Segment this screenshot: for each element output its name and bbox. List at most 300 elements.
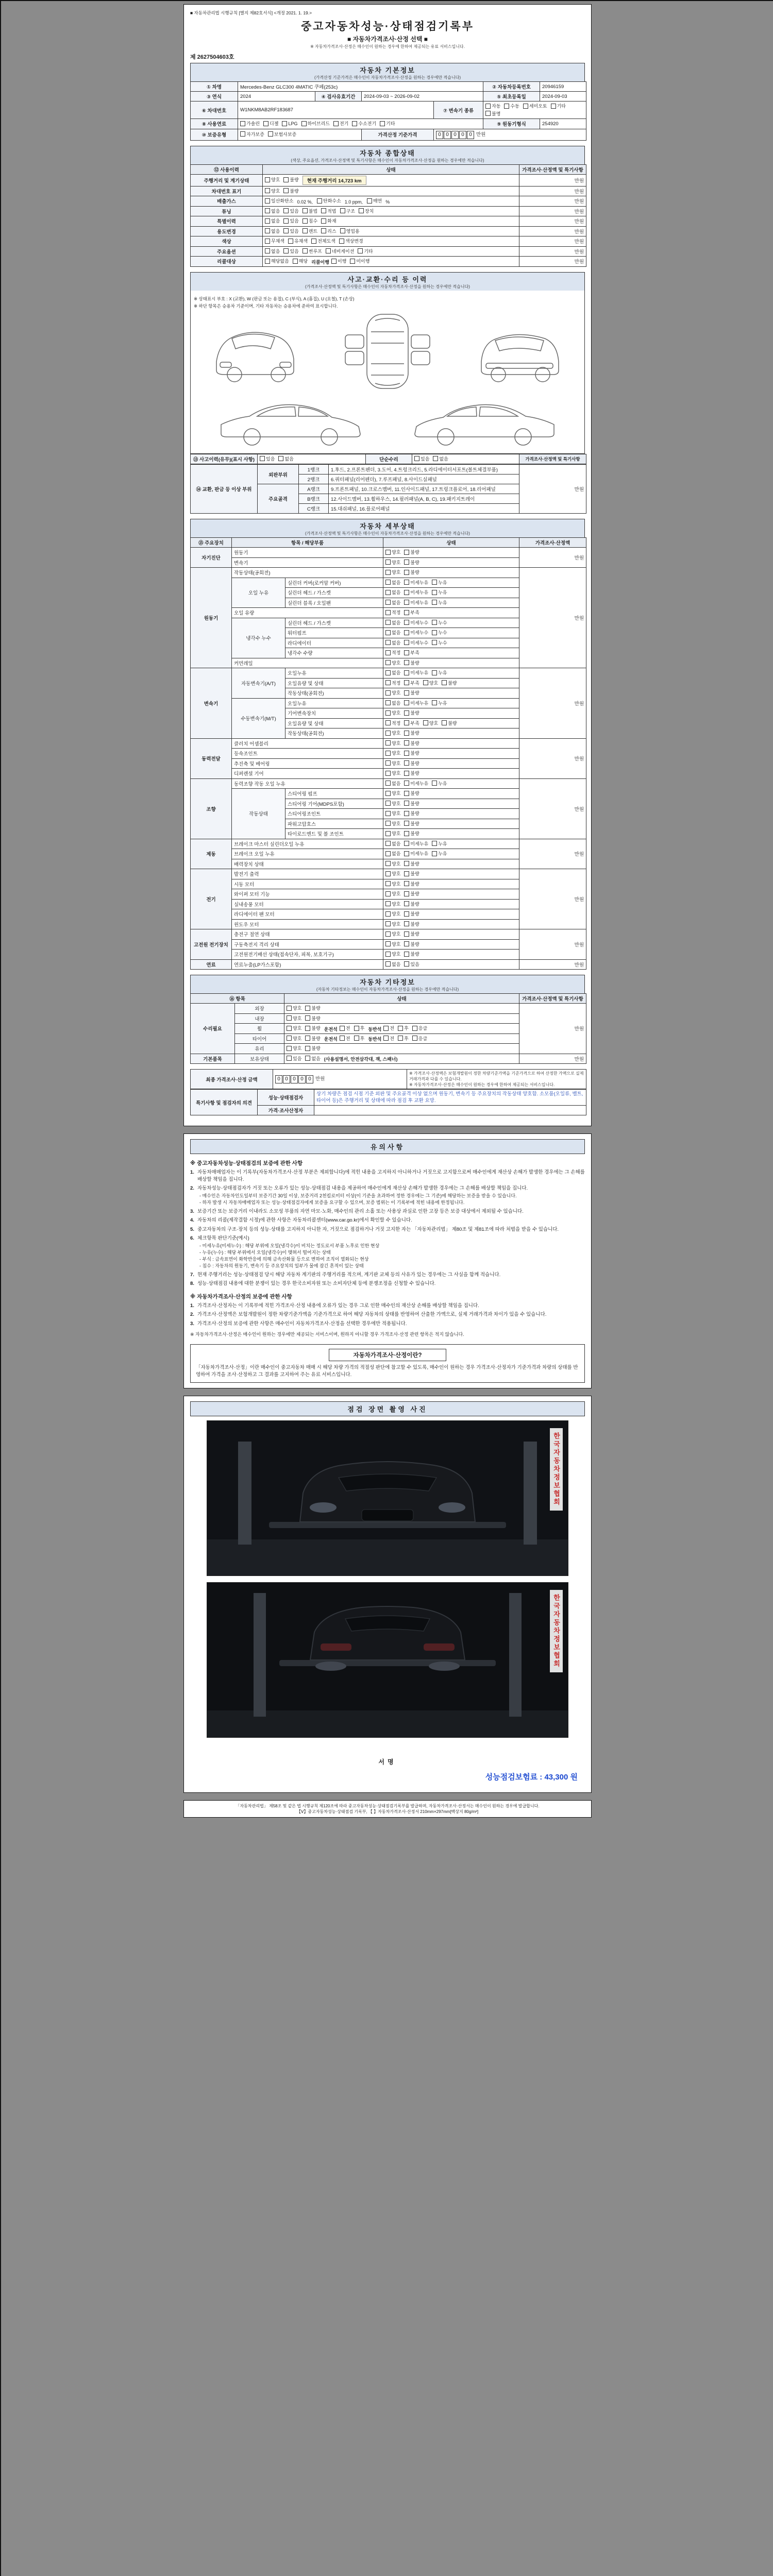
checkbox-option[interactable] bbox=[367, 197, 382, 204]
usage-item-state bbox=[263, 257, 519, 267]
checkbox-option[interactable] bbox=[385, 549, 400, 555]
checkbox-option[interactable] bbox=[350, 258, 369, 264]
checkbox-option[interactable] bbox=[442, 720, 457, 726]
checkbox-icon bbox=[432, 630, 437, 635]
checkbox-option[interactable] bbox=[385, 629, 400, 636]
table-row bbox=[191, 1090, 586, 1106]
checkbox-option[interactable] bbox=[383, 1025, 394, 1031]
checkbox-option[interactable] bbox=[385, 870, 400, 877]
checkbox-option[interactable] bbox=[404, 820, 419, 827]
checkbox-option[interactable] bbox=[404, 941, 419, 947]
checkbox-label: 양호 bbox=[293, 1015, 302, 1021]
checkbox-option[interactable] bbox=[412, 1035, 427, 1042]
price-cell: 만원 bbox=[519, 226, 586, 236]
checkbox-option[interactable] bbox=[385, 659, 400, 666]
checkbox-option[interactable] bbox=[385, 930, 400, 937]
checkbox-option[interactable] bbox=[485, 110, 500, 117]
checkbox-option[interactable] bbox=[354, 1025, 365, 1031]
checkbox-option[interactable] bbox=[432, 669, 447, 676]
car-diagram-box bbox=[190, 291, 585, 454]
checkbox-option[interactable] bbox=[380, 120, 395, 127]
checkbox-icon bbox=[485, 104, 491, 109]
checkbox-icon bbox=[404, 961, 409, 967]
status-cell bbox=[383, 698, 519, 708]
checkbox-label: 불량 bbox=[410, 791, 419, 796]
checkbox-label: 없음 bbox=[392, 781, 401, 786]
checkbox-option[interactable] bbox=[385, 609, 400, 616]
checkbox-option[interactable] bbox=[404, 870, 419, 877]
checkbox-option[interactable] bbox=[432, 589, 447, 596]
checkbox-option[interactable] bbox=[385, 810, 400, 817]
checkbox-option[interactable] bbox=[283, 188, 298, 194]
checkbox-option[interactable] bbox=[442, 680, 457, 686]
checkbox-option[interactable] bbox=[432, 579, 447, 586]
item-label: 발전기 출력 bbox=[232, 869, 383, 879]
checkbox-option[interactable] bbox=[305, 1005, 320, 1011]
association-logo-text: 한국자동차정보협회 bbox=[550, 1428, 563, 1511]
table-row bbox=[191, 246, 586, 257]
checkbox-option[interactable] bbox=[240, 120, 260, 127]
checkbox-option[interactable] bbox=[485, 103, 500, 109]
checkbox-option[interactable] bbox=[404, 760, 419, 767]
checkbox-option[interactable] bbox=[303, 248, 322, 255]
checkbox-option[interactable] bbox=[340, 1025, 350, 1031]
checkbox-option[interactable] bbox=[404, 770, 419, 776]
checkbox-option[interactable] bbox=[404, 549, 419, 555]
checkbox-label: 있음 bbox=[293, 1056, 302, 1061]
checkbox-option[interactable] bbox=[385, 709, 400, 716]
car-name-label: ① 차명 bbox=[191, 82, 238, 92]
checkbox-option[interactable] bbox=[305, 1055, 320, 1062]
checkbox-option[interactable] bbox=[340, 1035, 350, 1042]
checkbox-icon bbox=[385, 911, 391, 917]
checkbox-group bbox=[265, 219, 303, 225]
checkbox-option[interactable] bbox=[404, 790, 419, 796]
checkbox-option[interactable] bbox=[283, 228, 298, 234]
checkbox-label: 양호 bbox=[271, 177, 280, 182]
checkbox-label: 적정 bbox=[392, 720, 401, 726]
checkbox-label: 후 bbox=[404, 1036, 409, 1041]
checkbox-group bbox=[287, 1027, 324, 1032]
checkbox-group bbox=[367, 199, 385, 205]
checkbox-option[interactable] bbox=[404, 609, 419, 616]
checkbox-option[interactable] bbox=[385, 910, 400, 917]
checkbox-label: 양호 bbox=[429, 720, 439, 726]
checkbox-option[interactable] bbox=[305, 1035, 320, 1042]
checkbox-option[interactable] bbox=[432, 629, 447, 636]
checkbox-group bbox=[340, 209, 378, 215]
checkbox-option[interactable] bbox=[404, 700, 428, 706]
checkbox-option[interactable] bbox=[283, 176, 298, 183]
item-label: 연료누출(LP가스포함) bbox=[232, 959, 383, 970]
checkbox-option[interactable] bbox=[385, 770, 400, 776]
checkbox-option[interactable] bbox=[278, 455, 293, 462]
checkbox-option[interactable] bbox=[265, 208, 280, 214]
checkbox-option[interactable] bbox=[303, 217, 317, 224]
checkbox-icon bbox=[278, 456, 283, 461]
inspection-photo-rear bbox=[207, 1582, 568, 1738]
notice-item bbox=[190, 1280, 585, 1287]
table-row bbox=[191, 257, 586, 267]
checkbox-option[interactable] bbox=[385, 961, 400, 968]
checkbox-option[interactable] bbox=[385, 689, 400, 696]
checkbox-icon bbox=[385, 811, 391, 816]
checkbox-option[interactable] bbox=[385, 649, 400, 656]
checkbox-option[interactable] bbox=[287, 1005, 301, 1011]
basic-info-title: 자동차 기본정보 bbox=[360, 66, 415, 74]
checkbox-label: 누수 bbox=[438, 640, 447, 646]
checkbox-icon bbox=[404, 851, 409, 856]
checkbox-icon bbox=[385, 851, 391, 856]
checkbox-option[interactable] bbox=[287, 1045, 301, 1052]
checkbox-option[interactable] bbox=[339, 238, 363, 244]
item-label: 파워고압호스 bbox=[285, 819, 383, 829]
checkbox-option[interactable] bbox=[404, 730, 419, 736]
notice-number: 5. bbox=[190, 1226, 194, 1232]
checkbox-icon bbox=[385, 650, 391, 655]
notice-text: 성능·상태점검 내용에 대한 분쟁이 있는 경우 한국소비자원 또는 소비자단체 등에 분쟁조정을 신청할 수 있습니다. bbox=[197, 1281, 436, 1286]
checkbox-option[interactable] bbox=[414, 455, 429, 462]
checkbox-option[interactable] bbox=[293, 258, 308, 264]
checkbox-option[interactable] bbox=[385, 830, 400, 837]
checkbox-option[interactable] bbox=[385, 680, 400, 686]
table-row bbox=[191, 92, 586, 101]
checkbox-icon bbox=[432, 600, 437, 605]
checkbox-option[interactable] bbox=[385, 951, 400, 957]
checkbox-option[interactable] bbox=[333, 120, 348, 127]
checkbox-label: 해당 bbox=[298, 259, 308, 264]
checkbox-group bbox=[385, 752, 423, 757]
checkbox-option[interactable] bbox=[404, 830, 419, 837]
table-header-row bbox=[191, 164, 586, 174]
checkbox-option[interactable] bbox=[404, 689, 419, 696]
checkbox-option[interactable] bbox=[432, 840, 447, 847]
checkbox-option[interactable] bbox=[385, 569, 400, 575]
checkbox-icon bbox=[404, 600, 409, 605]
checkbox-icon bbox=[523, 104, 528, 109]
price-cell: 만원 bbox=[519, 839, 586, 869]
checkbox-option[interactable] bbox=[321, 228, 336, 234]
checkbox-option[interactable] bbox=[288, 238, 308, 244]
checkbox-option[interactable] bbox=[398, 1025, 409, 1031]
checkbox-option[interactable] bbox=[404, 890, 419, 897]
misc-title: 자동차 기타정보 bbox=[360, 978, 415, 986]
checkbox-option[interactable] bbox=[404, 639, 428, 646]
checkbox-option[interactable] bbox=[305, 1025, 320, 1031]
checkbox-option[interactable] bbox=[263, 120, 278, 127]
checkbox-option[interactable] bbox=[265, 228, 280, 234]
checkbox-option[interactable] bbox=[404, 850, 428, 857]
checkbox-option[interactable] bbox=[432, 780, 447, 787]
checkbox-option[interactable] bbox=[404, 810, 419, 817]
checkbox-option[interactable] bbox=[265, 238, 284, 244]
checkbox-option[interactable] bbox=[282, 121, 297, 126]
checkbox-option[interactable] bbox=[359, 208, 374, 214]
checkbox-label: 적정 bbox=[392, 650, 401, 655]
checkbox-option[interactable] bbox=[385, 700, 400, 706]
checkbox-label: 렌트 bbox=[308, 228, 318, 234]
checkbox-option[interactable] bbox=[340, 228, 360, 234]
base-price-value bbox=[434, 129, 586, 140]
checkbox-option[interactable] bbox=[404, 740, 419, 747]
checkbox-icon bbox=[385, 921, 391, 926]
notice-item bbox=[190, 1226, 585, 1233]
checkbox-option[interactable] bbox=[240, 131, 264, 138]
amount-digit-box: 0 bbox=[283, 1075, 290, 1083]
simple-repair-options bbox=[412, 454, 519, 464]
checkbox-option[interactable] bbox=[432, 700, 447, 706]
checkbox-option[interactable] bbox=[385, 599, 400, 606]
checkbox-icon bbox=[404, 952, 409, 957]
checkbox-icon bbox=[404, 680, 409, 685]
checkbox-option[interactable] bbox=[283, 208, 298, 214]
checkbox-label: 탄화수소 bbox=[323, 198, 341, 204]
checkbox-option[interactable] bbox=[265, 217, 280, 224]
checkbox-label: 장치 bbox=[364, 208, 374, 214]
checkbox-option[interactable] bbox=[404, 629, 428, 636]
status-cell bbox=[383, 628, 519, 638]
checkbox-option[interactable] bbox=[354, 1035, 365, 1042]
checkbox-group bbox=[385, 942, 423, 948]
checkbox-label: 불량 bbox=[311, 1036, 321, 1041]
checkbox-option[interactable] bbox=[265, 176, 280, 183]
table-row bbox=[191, 129, 586, 140]
checkbox-icon bbox=[358, 248, 363, 253]
checkbox-option[interactable] bbox=[385, 800, 400, 807]
checkbox-label: 불량 bbox=[311, 1026, 321, 1031]
checkbox-group bbox=[265, 240, 311, 245]
checkbox-option[interactable] bbox=[404, 901, 419, 907]
checkbox-option[interactable] bbox=[265, 188, 280, 194]
checkbox-icon bbox=[404, 811, 409, 816]
checkbox-option[interactable] bbox=[404, 961, 419, 968]
checkbox-option[interactable] bbox=[311, 238, 335, 244]
checkbox-option[interactable] bbox=[404, 840, 428, 847]
checkbox-option[interactable] bbox=[398, 1035, 409, 1042]
checkbox-label: 없음 bbox=[392, 580, 401, 585]
checkbox-option[interactable] bbox=[404, 669, 428, 676]
checkbox-icon bbox=[404, 560, 409, 565]
checkbox-icon bbox=[385, 831, 391, 836]
checkbox-option[interactable] bbox=[340, 208, 355, 214]
checkbox-option[interactable] bbox=[331, 258, 346, 264]
checkbox-option[interactable] bbox=[305, 1015, 320, 1022]
checkbox-option[interactable] bbox=[551, 103, 566, 109]
status-cell bbox=[383, 769, 519, 779]
checkbox-label: 적정 bbox=[392, 610, 401, 615]
checkbox-option[interactable] bbox=[404, 750, 419, 756]
checkbox-icon bbox=[404, 801, 409, 806]
checkbox-option[interactable] bbox=[385, 730, 400, 736]
checkbox-option[interactable] bbox=[404, 780, 428, 787]
checkbox-option[interactable] bbox=[321, 217, 336, 224]
checkbox-option[interactable] bbox=[404, 880, 419, 887]
misc-group-label: 수리필요 bbox=[191, 1004, 235, 1054]
checkbox-icon bbox=[265, 259, 270, 264]
checkbox-label: 양호 bbox=[392, 751, 401, 756]
checkbox-label: 있음 bbox=[290, 228, 299, 234]
checkbox-option[interactable] bbox=[404, 800, 419, 807]
checkbox-option[interactable] bbox=[404, 599, 428, 606]
checkbox-group bbox=[385, 882, 423, 888]
checkbox-label: 양호 bbox=[392, 811, 401, 816]
checkbox-group bbox=[240, 132, 300, 138]
checkbox-option[interactable] bbox=[260, 455, 275, 462]
checkbox-option[interactable] bbox=[383, 1035, 394, 1042]
checkbox-option[interactable] bbox=[352, 120, 376, 127]
checkbox-option[interactable] bbox=[283, 217, 298, 224]
amount-digit-boxes bbox=[436, 132, 475, 138]
checkbox-option[interactable] bbox=[404, 619, 428, 626]
notice-text: 가격조사·산정자는 이 기록부에 적힌 가격조사·산정 내용에 오류가 있는 경우 그로 인한 매수인의 재산상 손해를 배상할 책임을 집니다. bbox=[197, 1302, 479, 1309]
checkbox-icon bbox=[385, 731, 391, 736]
amount-digit-box: 0 bbox=[451, 131, 459, 139]
checkbox-option[interactable] bbox=[385, 669, 400, 676]
checkbox-option[interactable] bbox=[358, 248, 373, 255]
status-cell bbox=[383, 919, 519, 929]
checkbox-group bbox=[260, 457, 297, 463]
checkbox-label: 불량 bbox=[410, 911, 419, 917]
checkbox-option[interactable] bbox=[404, 930, 419, 937]
checkbox-option[interactable] bbox=[432, 639, 447, 646]
inline-text: 0.02 %, bbox=[297, 199, 313, 205]
checkbox-option[interactable] bbox=[385, 901, 400, 907]
notice-text: 가격조사·산정액은 보험개발원이 정한 차량기준가액을 기준가격으로 하여 해당 자동차의 상태를 반영하여 산출한 가액으로, 실제 거래가격과 차이가 있을 수 있습니다. bbox=[197, 1312, 547, 1317]
checkbox-option[interactable] bbox=[385, 921, 400, 927]
checkbox-option[interactable] bbox=[432, 850, 447, 857]
checkbox-option[interactable] bbox=[432, 599, 447, 606]
checkbox-icon bbox=[404, 821, 409, 826]
checkbox-option[interactable] bbox=[301, 120, 330, 127]
checkbox-option[interactable] bbox=[404, 709, 419, 716]
checkbox-option[interactable] bbox=[287, 1035, 301, 1042]
checkbox-option[interactable] bbox=[404, 659, 419, 666]
checkbox-label: 색상변경 bbox=[345, 239, 363, 244]
checkbox-option[interactable] bbox=[283, 248, 298, 255]
checkbox-option[interactable] bbox=[321, 208, 336, 214]
notices-title: 유의사항 bbox=[190, 1139, 585, 1154]
checkbox-option[interactable] bbox=[303, 228, 317, 234]
checkbox-icon bbox=[404, 710, 409, 716]
engine-type-label: ⑨ 원동기형식 bbox=[483, 119, 540, 129]
checkbox-label: 전 bbox=[390, 1036, 395, 1041]
checkbox-option[interactable] bbox=[385, 820, 400, 827]
checkbox-option[interactable] bbox=[305, 1045, 320, 1052]
checkbox-option[interactable] bbox=[404, 921, 419, 927]
usage-item-label: 색상 bbox=[191, 236, 263, 247]
checkbox-option[interactable] bbox=[385, 619, 400, 626]
checkbox-icon bbox=[404, 690, 409, 696]
checkbox-option[interactable] bbox=[404, 910, 419, 917]
checkbox-label: 있음 bbox=[421, 456, 430, 462]
table-header-row bbox=[191, 538, 586, 548]
checkbox-option[interactable] bbox=[385, 559, 400, 566]
checkbox-label: 미세누유 bbox=[410, 781, 429, 786]
checkbox-option[interactable] bbox=[404, 951, 419, 957]
checkbox-label: 후 bbox=[360, 1036, 365, 1041]
checkbox-label: 자동 bbox=[492, 104, 501, 109]
usage-item-state bbox=[263, 216, 519, 227]
checkbox-option[interactable] bbox=[265, 248, 280, 255]
item-label: 오일 유량 bbox=[232, 608, 383, 618]
checkbox-option[interactable] bbox=[385, 720, 400, 726]
checkbox-label: 없음 bbox=[392, 600, 401, 605]
checkbox-option[interactable] bbox=[385, 780, 400, 787]
status-cell bbox=[383, 869, 519, 879]
checkbox-option[interactable] bbox=[404, 649, 419, 656]
checkbox-group bbox=[265, 189, 303, 195]
checkbox-option[interactable] bbox=[385, 579, 400, 586]
notice-item bbox=[190, 1235, 585, 1242]
amount-digit-box: 0 bbox=[459, 131, 466, 139]
price-cell: 만원 bbox=[519, 246, 586, 257]
usage-item-state bbox=[263, 174, 519, 186]
checkbox-option[interactable] bbox=[265, 197, 293, 204]
checkbox-option[interactable] bbox=[385, 860, 400, 867]
checkbox-option[interactable] bbox=[432, 619, 447, 626]
checkbox-group bbox=[340, 1027, 368, 1032]
checkbox-group bbox=[383, 1037, 412, 1042]
checkbox-group bbox=[385, 812, 423, 818]
checkbox-option[interactable] bbox=[504, 103, 519, 109]
checkbox-option[interactable] bbox=[326, 248, 354, 255]
checkbox-option[interactable] bbox=[287, 1025, 301, 1031]
checkbox-option[interactable] bbox=[385, 880, 400, 887]
checkbox-option[interactable] bbox=[385, 890, 400, 897]
checkbox-option[interactable] bbox=[404, 559, 419, 566]
notice-item bbox=[190, 1311, 585, 1318]
checkbox-option[interactable] bbox=[404, 569, 419, 575]
checkbox-option[interactable] bbox=[287, 1015, 301, 1022]
checkbox-option[interactable] bbox=[412, 1025, 427, 1031]
checkbox-option[interactable] bbox=[385, 750, 400, 756]
checkbox-option[interactable] bbox=[523, 103, 547, 109]
checkbox-icon bbox=[265, 177, 270, 182]
checkbox-option[interactable] bbox=[385, 760, 400, 767]
checkbox-option[interactable] bbox=[385, 840, 400, 847]
checkbox-option[interactable] bbox=[404, 680, 419, 686]
checkbox-option[interactable] bbox=[385, 639, 400, 646]
checkbox-icon bbox=[305, 1056, 310, 1061]
checkbox-option[interactable] bbox=[385, 589, 400, 596]
checkbox-label: 누유 bbox=[438, 600, 447, 605]
checkbox-option[interactable] bbox=[423, 680, 438, 686]
checkbox-label: 유채색 bbox=[294, 239, 308, 244]
checkbox-option[interactable] bbox=[385, 850, 400, 857]
checkbox-option[interactable] bbox=[404, 589, 428, 596]
checkbox-option[interactable] bbox=[287, 1055, 301, 1062]
status-cell bbox=[284, 1024, 519, 1034]
document-number: 제 2627504603호 bbox=[190, 54, 234, 60]
checkbox-option[interactable] bbox=[404, 720, 419, 726]
checkbox-option[interactable] bbox=[433, 455, 448, 462]
car-front-quarter-diagram bbox=[204, 313, 307, 390]
checkbox-option[interactable] bbox=[265, 258, 289, 264]
checkbox-option[interactable] bbox=[404, 860, 419, 867]
checkbox-option[interactable] bbox=[404, 579, 428, 586]
checkbox-option[interactable] bbox=[268, 131, 296, 138]
checkbox-option[interactable] bbox=[385, 790, 400, 796]
checkbox-option[interactable] bbox=[303, 208, 317, 214]
checkbox-option[interactable] bbox=[385, 740, 400, 747]
checkbox-icon bbox=[354, 1026, 359, 1031]
checkbox-option[interactable] bbox=[423, 720, 438, 726]
item-label: 커먼레일 bbox=[232, 658, 383, 668]
basic-info-table bbox=[190, 81, 586, 141]
checkbox-option[interactable] bbox=[317, 197, 341, 204]
checkbox-option[interactable] bbox=[385, 941, 400, 947]
accident-note: (가격조사·산정액 및 특기사항은 매수인이 자동차가격조사·산정을 원하는 경우에만 적습니다) bbox=[305, 284, 470, 289]
